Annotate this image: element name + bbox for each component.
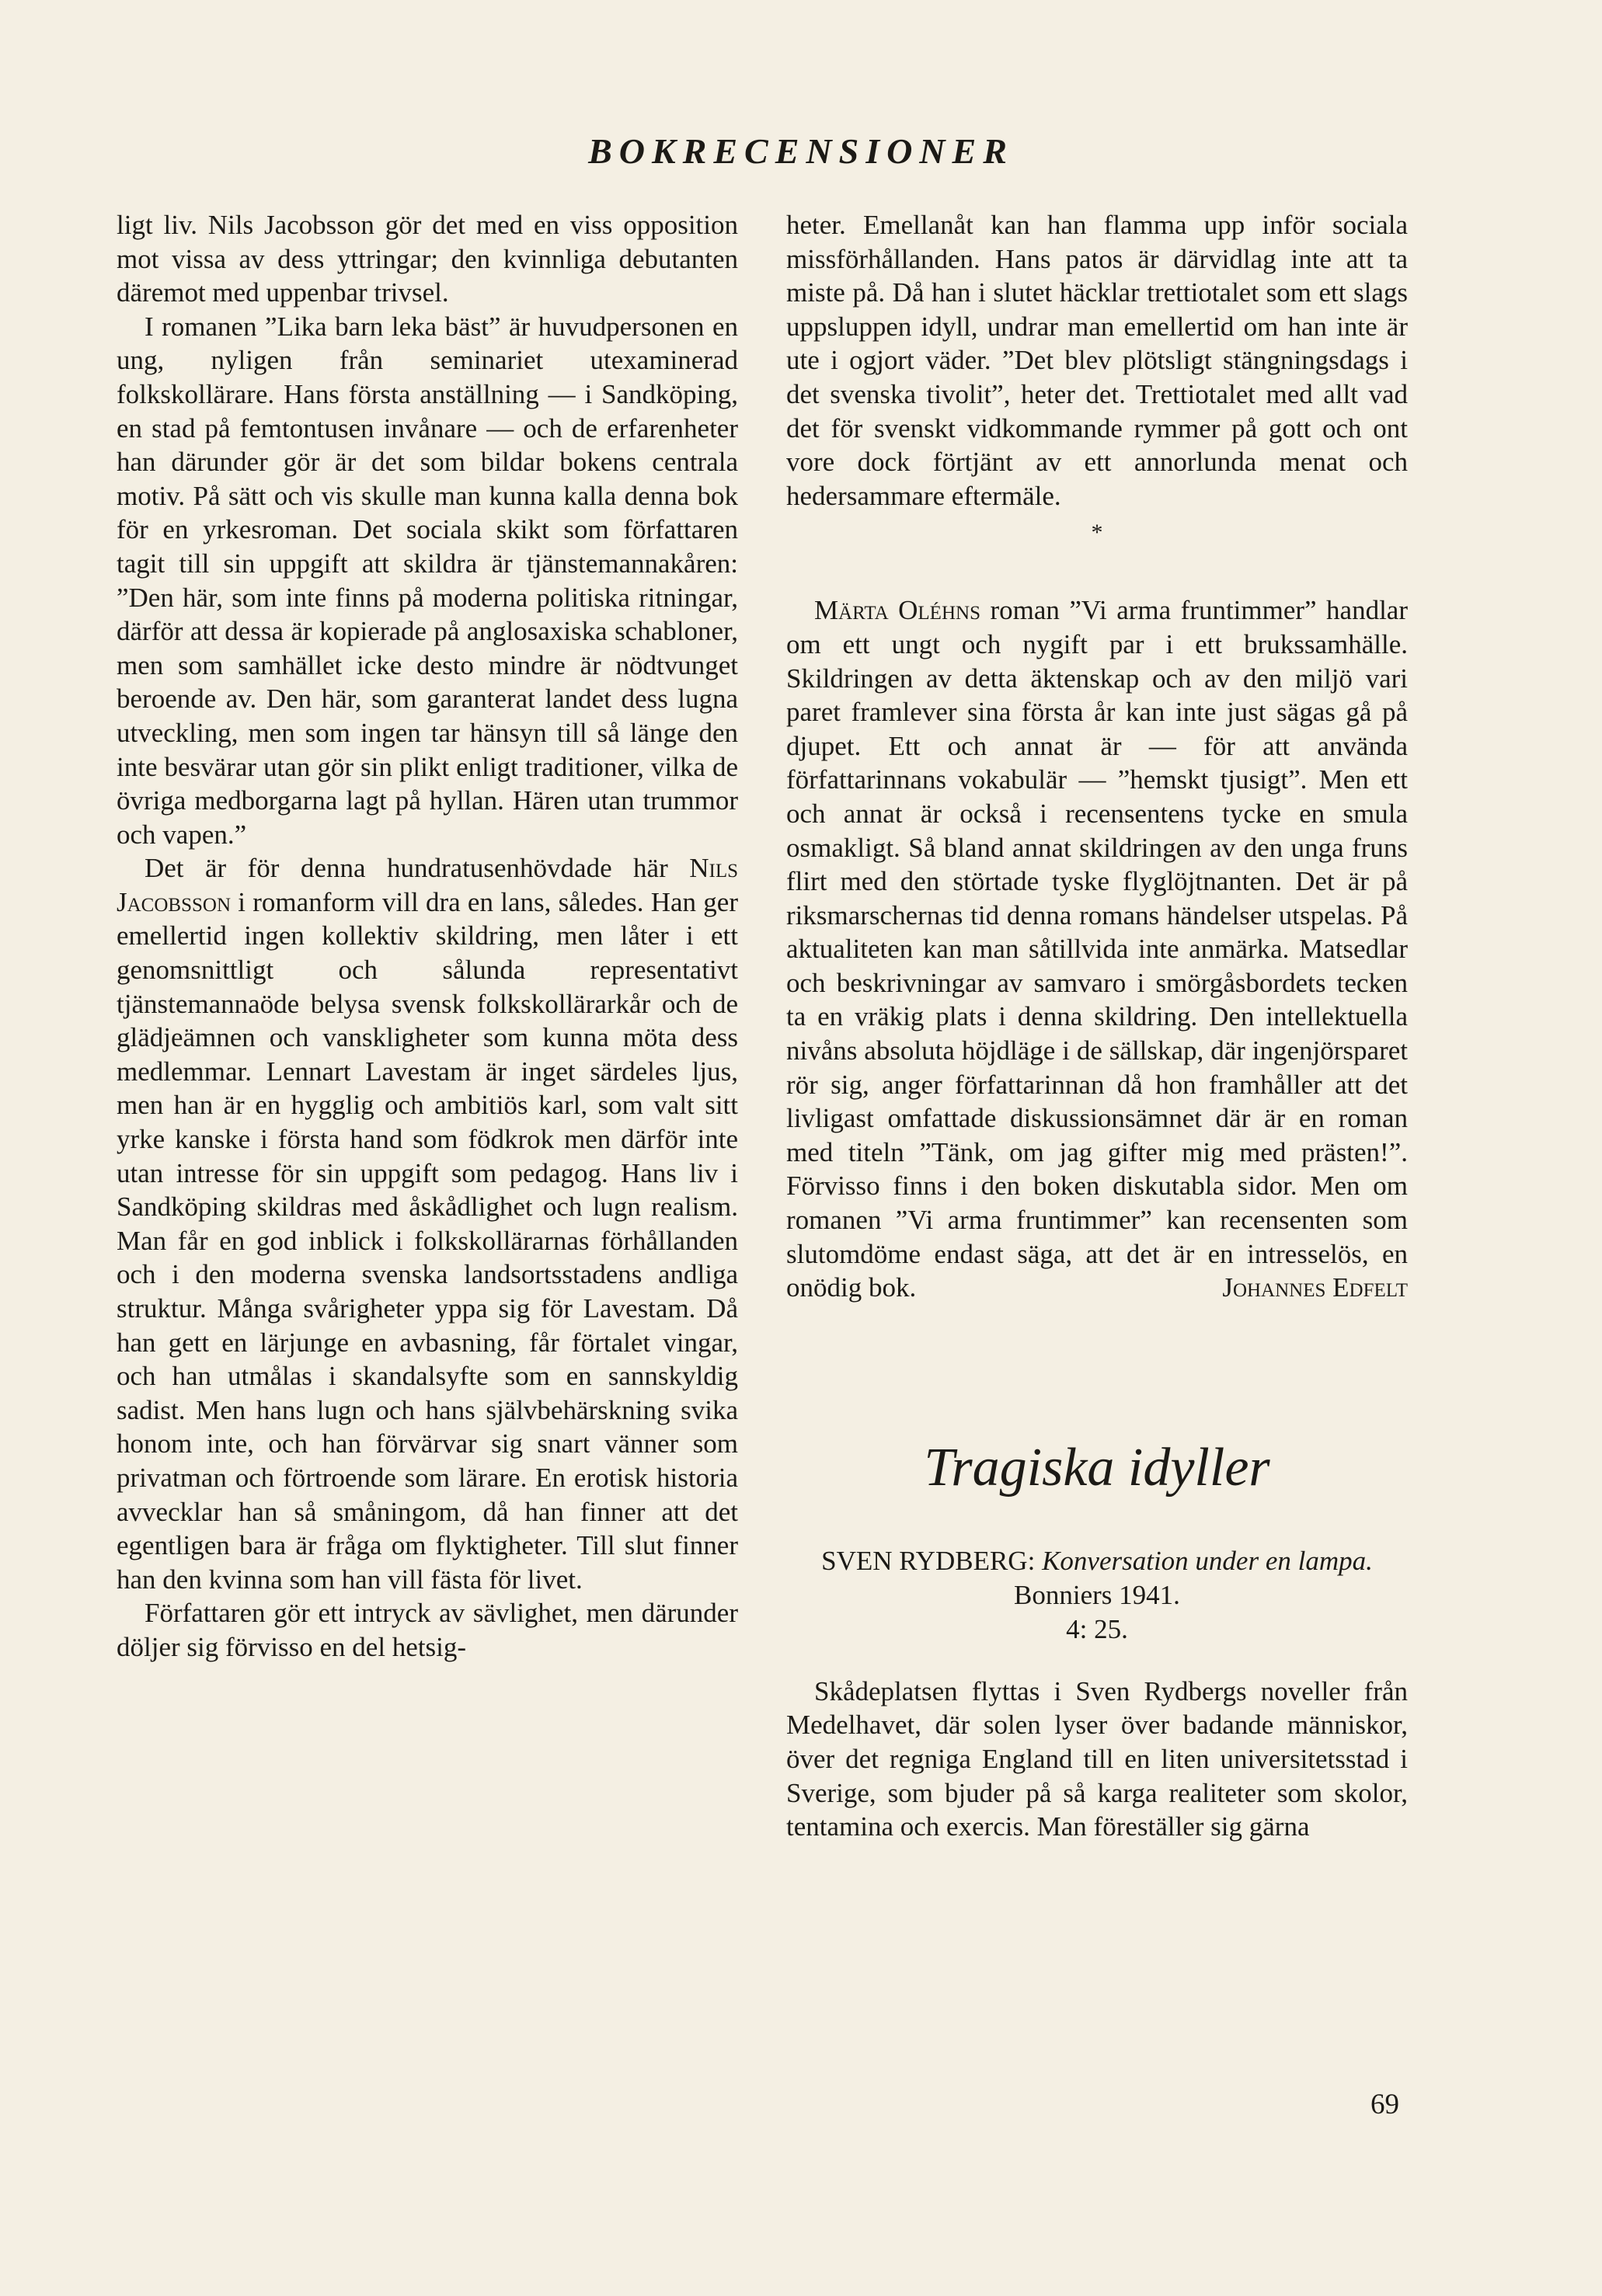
left-column — [117, 208, 738, 1665]
paragraph: heter. Emellanåt kan han flamma upp inför sociala missförhållanden. Hans patos är därvidlag inte att ta miste på. Då han i slutet häcklar trettiotalet som ett slags uppsluppen idyll, undrar man emellertid om han inte är ute i ogjort väder. ”Det blev plötsligt stängningsdags i det svenska tivolit”, heter det. Trettiotalet med allt vad det för svenskt vidkommande rymmer på gott och ont vore dock förtjänt av ett annorlunda menat och hedersammare eftermäle. — [786, 210, 1408, 511]
page-number: 69 — [1370, 2089, 1399, 2120]
paragraph — [117, 851, 738, 1596]
book-reference — [786, 1544, 1408, 1647]
book-publisher: Bonniers 1941. — [1014, 1579, 1180, 1610]
running-head: BOKRECENSIONER — [588, 131, 1014, 171]
paragraph-text: roman ”Vi arma fruntimmer” handlar om ett ungt och nygift par i ett brukssamhälle. Skildringen av detta äktenskap och av den miljö vari paret framlever sina första år kan inte just sägas gå på djupet. Ett och annat är — för att använda författarinnans vokabulär — ”hemskt tjusigt”. Men ett och annat är också i recensentens tycke en smula osmakligt. Så bland annat skildringen av den unga fruns flirt med den störtade tyske flyglöjtnanten. Det är på riksmarschernas tid denna romans händelser utspelas. På aktualiteten kan man såtillvida inte anmärka. Matsedlar och beskrivningar av samvaro i smörgåsbordets tecken ta en vräkig plats i denna skildring. Den intellektuella nivåns absoluta höjdläge i de sällskap, där ingenjörsparet rör sig, anger författarinnan då hon framhåller att det livligast omfattade diskussionsämnet där är en roman med titeln ”Tänk, om jag gifter mig med prästen!”. Förvisso finns i den boken diskutabla sidor. Men om romanen ”Vi arma fruntimmer” kan recensenten som slutomdöme endast säga, att det är en intresselös, en onödig bok. — [786, 595, 1408, 1303]
paragraph: Författaren gör ett intryck av sävlighet, men därunder döljer sig förvisso en del hetsig- — [117, 1598, 738, 1662]
author-name: Nils Jacobsson — [117, 853, 739, 917]
article-title: Tragiska idyller — [924, 1437, 1270, 1498]
book-author: SVEN RYDBERG: — [821, 1545, 1036, 1576]
paragraph-text: Det är för denna hundratusenhövdade här — [145, 853, 668, 884]
paragraph: I romanen ”Lika barn leka bäst” är huvudpersonen en ung, nyligen från seminariet utexaminerad folkskollärare. Hans första anställning — i Sandköping, en stad på femtontusen invånare — och de erfarenheter han därunder gör är det som bildar bokens centrala motiv. På sätt och vis skulle man kunna kalla denna bok för en yrkesroman. Det sociala skikt som författaren tagit till sin uppgift att skildra är tjänstemannakåren: ”Den här, som inte finns på moderna politiska ritningar, därför att dessa är kopierade på anglosaxiska schabloner, men som samhället icke desto mindre är nödtvunget beroende av. Den här, som garanterat landet dess lugna utveckling, men som ingen tar hänsyn till så länge den inte besvärar utan gör sin plikt enligt traditioner, vilka de övriga medborgarna lagt på hyllan. Hären utan trummor och vapen.” — [117, 311, 738, 850]
author-name: Märta Oléhns — [814, 595, 980, 626]
section-separator: * — [1091, 520, 1103, 546]
book-price: 4: 25. — [1066, 1613, 1128, 1644]
paragraph: Skådeplatsen flyttas i Sven Rydbergs noveller från Medelhavet, där solen lyser över badande människor, över det regniga England till en liten universitetsstad i Sverige, som bjuder på så karga realiteter som skolor, tentamina och exercis. Man föreställer sig gärna — [786, 1675, 1408, 1842]
paragraph-text: i romanform vill dra en lans, således. Han ger emellertid ingen kollektiv skildring, men låter i ett genomsnittligt och sålunda representativt tjänstemannaöde belysa svensk folkskollärarkår och de glädjeämnen och vanskligheter som kunna möta dess medlemmar. Lennart Lavestam är inget särdeles ljus, men han är en hygglig och ambitiös karl, som valt sitt yrke kanske i första hand som födkrok men därför inte utan intresse för sin uppgift som pedagog. Hans liv i Sandköping skildras med åskådlighet och lugn realism. Man får en god inblick i folkskollärarnas förhållanden och i den moderna svenska landsortsstadens andliga struktur. Många svårigheter yppa sig för Lavestam. Då han gett en lärjunge en avbasning, får förtalet vingar, och han utmålas i skandalsyfte som en sannskyldig sadist. Men hans lugn och hans självbehärskning svika honom inte, och han förvärvar sig snart vänner som privatman och förtroende som lärare. En erotisk historia avvecklar han så småningom, då han finner att det egentligen bara är fråga om flyktigheter. Till slut finner han den kvinna som han vill fästa för livet. — [117, 886, 738, 1595]
paragraph: ligt liv. Nils Jacobsson gör det med en viss opposition mot vissa av dess yttringar; den kvinnliga debutanten däremot med uppenbar trivsel. — [117, 210, 738, 308]
right-column — [786, 208, 1408, 1844]
paragraph — [786, 593, 1408, 1304]
book-title: Konversation under en lampa. — [1042, 1545, 1373, 1576]
reviewer-signature: Johannes Edfelt — [1222, 1272, 1408, 1303]
